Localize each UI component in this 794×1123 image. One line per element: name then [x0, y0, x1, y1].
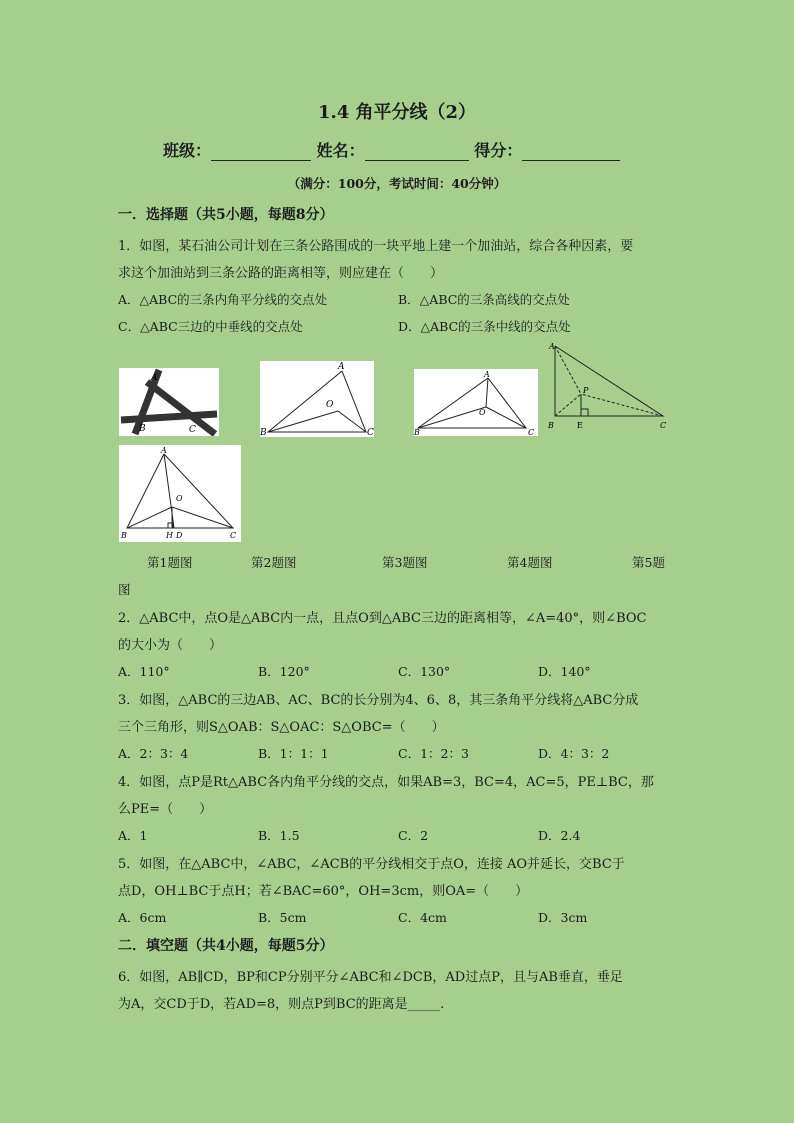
q3-option-a: A．2：3：4 [118, 746, 189, 761]
road-2 [121, 414, 217, 420]
fig5-label-a: A [161, 446, 167, 455]
q2-option-b: B．120° [258, 664, 310, 679]
caption-fig5-wrap: 图 [118, 582, 131, 597]
q1-option-a: A．△ABC的三条内角平分线的交点处 [118, 292, 328, 307]
fig5-label-d: D [176, 531, 183, 540]
caption-fig2: 第2题图 [251, 555, 297, 570]
q5-text-line2: 点D，OH⊥BC于点H；若∠BAC=60°，OH=3cm，则OA=（ ） [118, 884, 529, 899]
q3-text-line2: 三个三角形，则S△OAB：S△OAC：S△OBC=（ ） [118, 720, 445, 735]
q4-option-a: A．1 [118, 828, 148, 843]
fig2-label-b: B [260, 428, 267, 437]
fig2-label-c: C [367, 428, 374, 437]
q4-text-line1: 4．如图，点P是Rt△ABC各内角平分线的交点，如果AB=3，BC=4，AC=5，PE⊥BC，那 [118, 775, 654, 790]
fig4-label-b: B [548, 421, 554, 430]
class-label: 班级： [163, 141, 212, 160]
q5-text-line1: 5．如图，在△ABC中，∠ABC，∠ACB的平分线相交于点O，连接 AO并延长，交BC于 [118, 857, 625, 872]
fig4-right-angle-mark [581, 409, 588, 416]
student-info-row [163, 138, 620, 161]
q6-text-line1: 6．如图，AB∥CD，BP和CP分别平分∠ABC和∠DCB，AD过点P，且与AB垂直，垂足 [118, 970, 623, 985]
road-3 [147, 382, 215, 434]
figure-1-roads [119, 368, 219, 436]
figure-5-triangle [119, 445, 241, 542]
caption-fig4: 第4题图 [507, 555, 553, 570]
q4-option-b: B．1.5 [258, 828, 300, 843]
q1-text-line2: 求这个加油站到三条公路的距离相等，则应建在（ ） [118, 266, 444, 281]
fig3-line-co [486, 407, 526, 428]
fig4-line-bp [555, 394, 581, 416]
fig4-label-p: P [583, 386, 589, 395]
name-blank [365, 142, 469, 161]
q3-option-d: D．4：3：2 [538, 746, 610, 761]
fig5-line-bo [127, 507, 172, 528]
fig4-label-e: E [577, 421, 583, 430]
q4-option-d: D．2.4 [538, 828, 581, 843]
q2-option-c: C．130° [398, 664, 451, 679]
fig5-label-o: O [176, 494, 183, 503]
fig3-label-c: C [528, 428, 535, 436]
caption-fig5: 第5题 [632, 555, 665, 570]
q4-option-c: C．2 [398, 828, 429, 843]
q2-option-d: D．140° [538, 664, 591, 679]
q1-option-b: B．△ABC的三条高线的交点处 [398, 292, 570, 307]
q3-option-c: C．1：2：3 [398, 746, 469, 761]
figure-3-triangle [414, 369, 538, 436]
q1-option-c: C．△ABC三边的中垂线的交点处 [118, 319, 303, 334]
fig1-label-b: B [139, 424, 146, 434]
fig2-line-ob [268, 411, 338, 432]
q2-option-a: A．110° [118, 664, 170, 679]
score-label: 得分： [474, 141, 523, 160]
fig4-triangle-abc [555, 346, 663, 416]
figure-4-right-triangle [546, 342, 672, 432]
q3-text-line1: 3．如图，△ABC的三边AB、AC、BC的长分别为4、6、8，其三条角平分线将△ABC分成 [118, 693, 639, 708]
q4-text-line2: 么PE=（ ） [118, 802, 213, 817]
q1-text-line1: 1．如图，某石油公司计划在三条公路围成的一块平地上建一个加油站，综合各种因素，要 [118, 239, 634, 254]
fig2-triangle-abc [268, 371, 366, 432]
fig4-line-cp [581, 394, 663, 416]
q5-option-a: A．6cm [118, 910, 167, 925]
fig3-line-ao [486, 378, 488, 407]
figure-2-triangle [260, 361, 374, 437]
fig3-line-bo [418, 407, 486, 428]
caption-fig3: 第3题图 [382, 555, 428, 570]
fig4-label-a: A [549, 342, 555, 351]
q6-text-line2: 为A，交CD于D，若AD=8，则点P到BC的距离是_____. [118, 997, 445, 1012]
q1-option-d: D．△ABC的三条中线的交点处 [398, 319, 571, 334]
fig3-triangle-abc [418, 378, 526, 428]
section-choice-heading: 一．选择题（共5小题，每题8分） [118, 207, 334, 223]
q3-option-b: B．1：1：1 [258, 746, 329, 761]
fig5-label-c: C [230, 531, 237, 540]
fig1-label-a: A [151, 373, 158, 383]
fig4-label-c: C [660, 421, 667, 430]
fig3-label-b: B [414, 428, 420, 436]
fig5-triangle-abc [127, 454, 233, 528]
fig3-label-a: A [484, 370, 490, 379]
fig4-line-ap [555, 346, 581, 394]
score-blank [522, 142, 620, 161]
page-title: 1.4 角平分线（2） [317, 102, 477, 123]
section-fill-heading: 二．填空题（共4小题，每题5分） [118, 938, 334, 954]
fig1-label-c: C [189, 425, 196, 435]
q2-text-line1: 2．△ABC中，点O是△ABC内一点，且点O到△ABC三边的距离相等，∠A=40°，则∠BOC [118, 611, 647, 626]
fig5-label-b: B [121, 531, 127, 540]
exam-note: （满分：100分，考试时间：40分钟） [287, 176, 507, 191]
class-blank [211, 142, 311, 161]
name-label: 姓名： [316, 141, 365, 160]
fig5-label-h: H [166, 531, 173, 540]
fig3-label-o: O [479, 408, 486, 417]
fig2-label-o: O [326, 400, 334, 410]
fig2-label-a: A [338, 362, 345, 372]
q5-option-b: B．5cm [258, 910, 307, 925]
caption-fig1: 第1题图 [147, 555, 193, 570]
q2-text-line2: 的大小为（ ） [118, 638, 223, 653]
q5-option-c: C．4cm [398, 910, 447, 925]
q5-option-d: D．3cm [538, 910, 588, 925]
